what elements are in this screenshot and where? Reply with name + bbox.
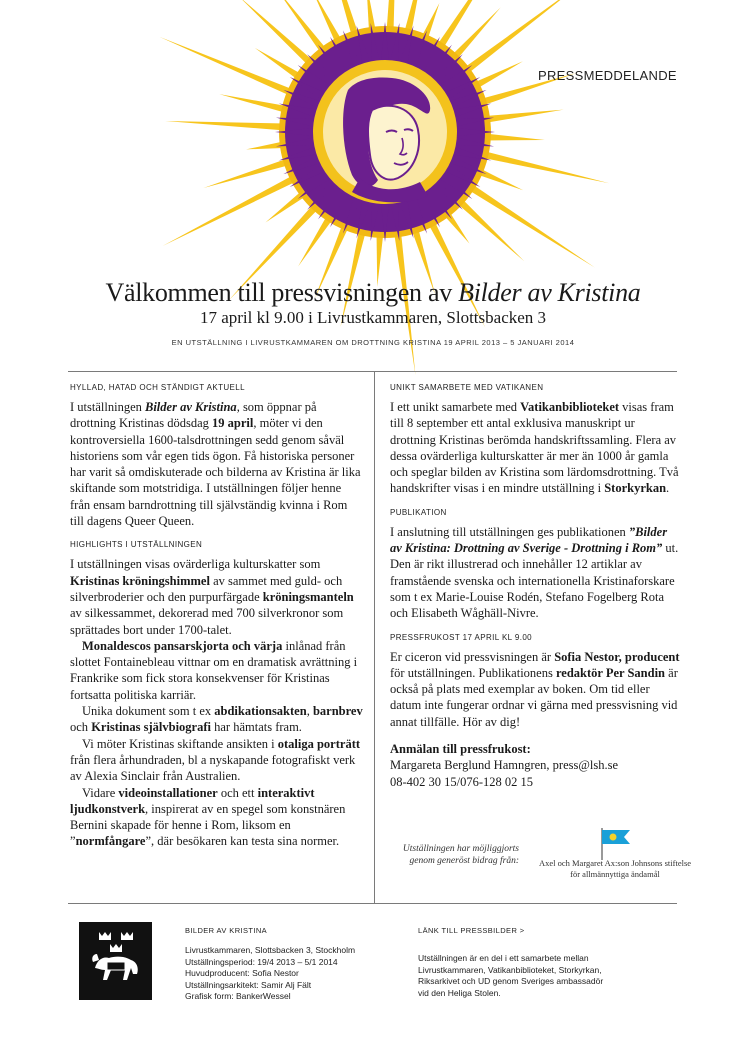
page-title [0,278,746,308]
exhibition-name: Bilder av Kristina [458,278,641,307]
section-heading: HYLLAD, HATAD OCH STÄNDIGT AKTUELL [70,383,245,392]
footer-line: Utställningen är en del i ett samarbete mellan [418,953,589,964]
flag-icon [596,826,636,860]
highlights-paragraph: Unika dokument som t ex abdikationsakten, barnbrev och Kristinas självbiografi har hämtats fram. [70,704,363,735]
sun-ray [484,110,564,123]
breakfast-paragraph: Er ciceron vid pressvisningen är Sofia Nestor, producent för utställningen. Publikationens redaktör Per Sandin är också på plats med exemplar av boken. Om tid eller datum inte fungerar ordnar vi gärna med pressvisning vid annat tillfälle. Hör av dig! [390,649,680,729]
footer-line: vid den Heliga Stolen. [418,987,501,998]
sun-ray [463,0,581,74]
sun-ray [203,158,290,188]
section-heading: UNIKT SAMARBETE MED VATIKANEN [390,383,544,392]
event-date-location: 17 april kl 9.00 i Livrustkammaren, Slottsbacken 3 [199,308,547,327]
footer-line: Livrustkammaren, Vatikanbiblioteket, Storkyrkan, [418,964,602,975]
sun-ray [163,174,298,246]
sponsor-credit: Utställningen har möjliggjorts genom generöst bidrag från: [402,844,519,866]
top-divider [68,371,677,372]
sun-ray [238,0,314,67]
footer-line: Huvudproducent: Sofia Nestor [185,968,299,979]
vatican-paragraph: I ett unikt samarbete med Vatikanbiblioteket visas fram till 8 september ett antal exklusiva manuskript ur drottning Kristinas berömda handskriftssamling. Flera av dessa ovärderliga kulturskatter är mer än 1000 år gamla och speglar bilden av Kristina som lärdomsdrottning. Två handskrifter visas i en mindre utställning i Storkyrkan. [390,400,679,496]
sun-ray [485,133,545,140]
press-release-label: PRESSMEDDELANDE [538,68,677,83]
intro-paragraph: I utställningen Bilder av Kristina, som öppnar på drottning Kristinas dödsdag 19 april, möter vi den kontroversiella 1600-talsdrottningen sedd genom såväl historiens som vår egen tids ögon. Få historiska personer har varit så omdiskuterade och bilderna av Kristina är lika skiftande som motstridiga. I utställningen följer henne från ensam barndrottning till självständig kvinna i Rom till dagens Queer Queen. [70,400,361,529]
sun-ray [482,151,610,183]
sunburst-emblem [0,0,746,420]
sponsor-name [530,858,700,880]
sponsor-name-line: Axel och Margaret Ax:son Johnsons stiftelse [538,858,692,868]
exhibition-dates: EN UTSTÄLLNING I LIVRUSTKAMMAREN OM DROTTNING KRISTINA 19 APRIL 2013 – 5 JANUARI 2014 [171,338,575,347]
highlights-paragraph: I utställningen visas ovärderliga kulturskatter som Kristinas kröningshimmel av sammet med guld- och silverbroderier och den purpurfärgade kröningsmanteln av silkessammet, dekorerad med 700 silverkronor som sprättades bort under 1700-talet. [70,557,354,637]
contact-name-email[interactable]: Margareta Berglund Hamngren, press@lsh.se [390,758,619,773]
footer-heading: BILDER AV KRISTINA [185,926,268,935]
signup-label: Anmälan till pressfrukost: [390,742,531,757]
footer-line: Riksarkivet och UD genom Sveriges ambassadör [418,976,604,987]
highlights-paragraph: Vidare videoinstallationer och ett interaktivt ljudkonstverk, inspirerat av en spegel som konstnären Bernini skapade för henne i Rom, liksom en ”normfångare”, där besökaren kan testa sina normer. [70,785,346,849]
contact-phone: 08-402 30 15/076-128 02 15 [390,774,534,789]
column-divider [374,371,375,903]
left-column [70,383,363,850]
footer-line: Utställningsarkitekt: Samir Alj Fält [185,979,312,990]
publication-paragraph: I anslutning till utställningen ges publikationen ”Bilder av Kristina: Drottning av Sverige - Drottning i Rom” ut. Den är rikt illustrerad och innehåller 12 artiklar av framstående svenska och internationella Kristinaforskare som t ex Marie-Louise Rodén, Stefano Fogelberg Rota och Elisabeth Wåghäll-Nivre. [390,524,679,621]
sponsor-name-line: för allmännyttiga ändamål [570,869,660,879]
press-images-link[interactable]: LÄNK TILL PRESSBILDER > [418,926,525,935]
right-column [390,383,680,790]
footer-divider [68,903,677,904]
section-heading: PUBLIKATION [390,507,447,517]
sun-ray [159,37,294,97]
three-crowns-horse-logo [79,922,152,1000]
sun-ray [276,0,327,54]
footer-line: Grafisk form: BankerWessel [185,991,291,1002]
sun-ray [219,94,288,113]
title-prefix: Välkommen till pressvisningen av [105,278,459,307]
section-heading: PRESSFRUKOST 17 APRIL KL 9.00 [390,632,533,642]
highlights-paragraph: Monaldescos pansarskjorta och värja inlånad från slottet Fontainebleau vittnar om en dramatisk avrättning i Frankrike som fick stora konsekvenser för Kristinas fortsatta politiska karriär. [70,638,358,702]
highlights-paragraph: Vi möter Kristinas skiftande ansikten i otaliga porträtt från flera århundraden, bl a nyskapande fotografiskt verk av Alexia Sinclair från Australien. [70,736,361,784]
footer-info [185,925,405,1002]
sun-ray [456,197,524,261]
three-crowns-horse-logo-icon [79,922,152,1000]
section-heading: HIGHLIGHTS I UTSTÄLLNINGEN [70,540,203,550]
sun-ray [165,121,285,130]
footer-line: Utställningsperiod: 19/4 2013 – 5/1 2014 [185,956,338,967]
footer-collab [418,925,678,999]
footer-line: Livrustkammaren, Slottsbacken 3, Stockholm [185,945,356,956]
